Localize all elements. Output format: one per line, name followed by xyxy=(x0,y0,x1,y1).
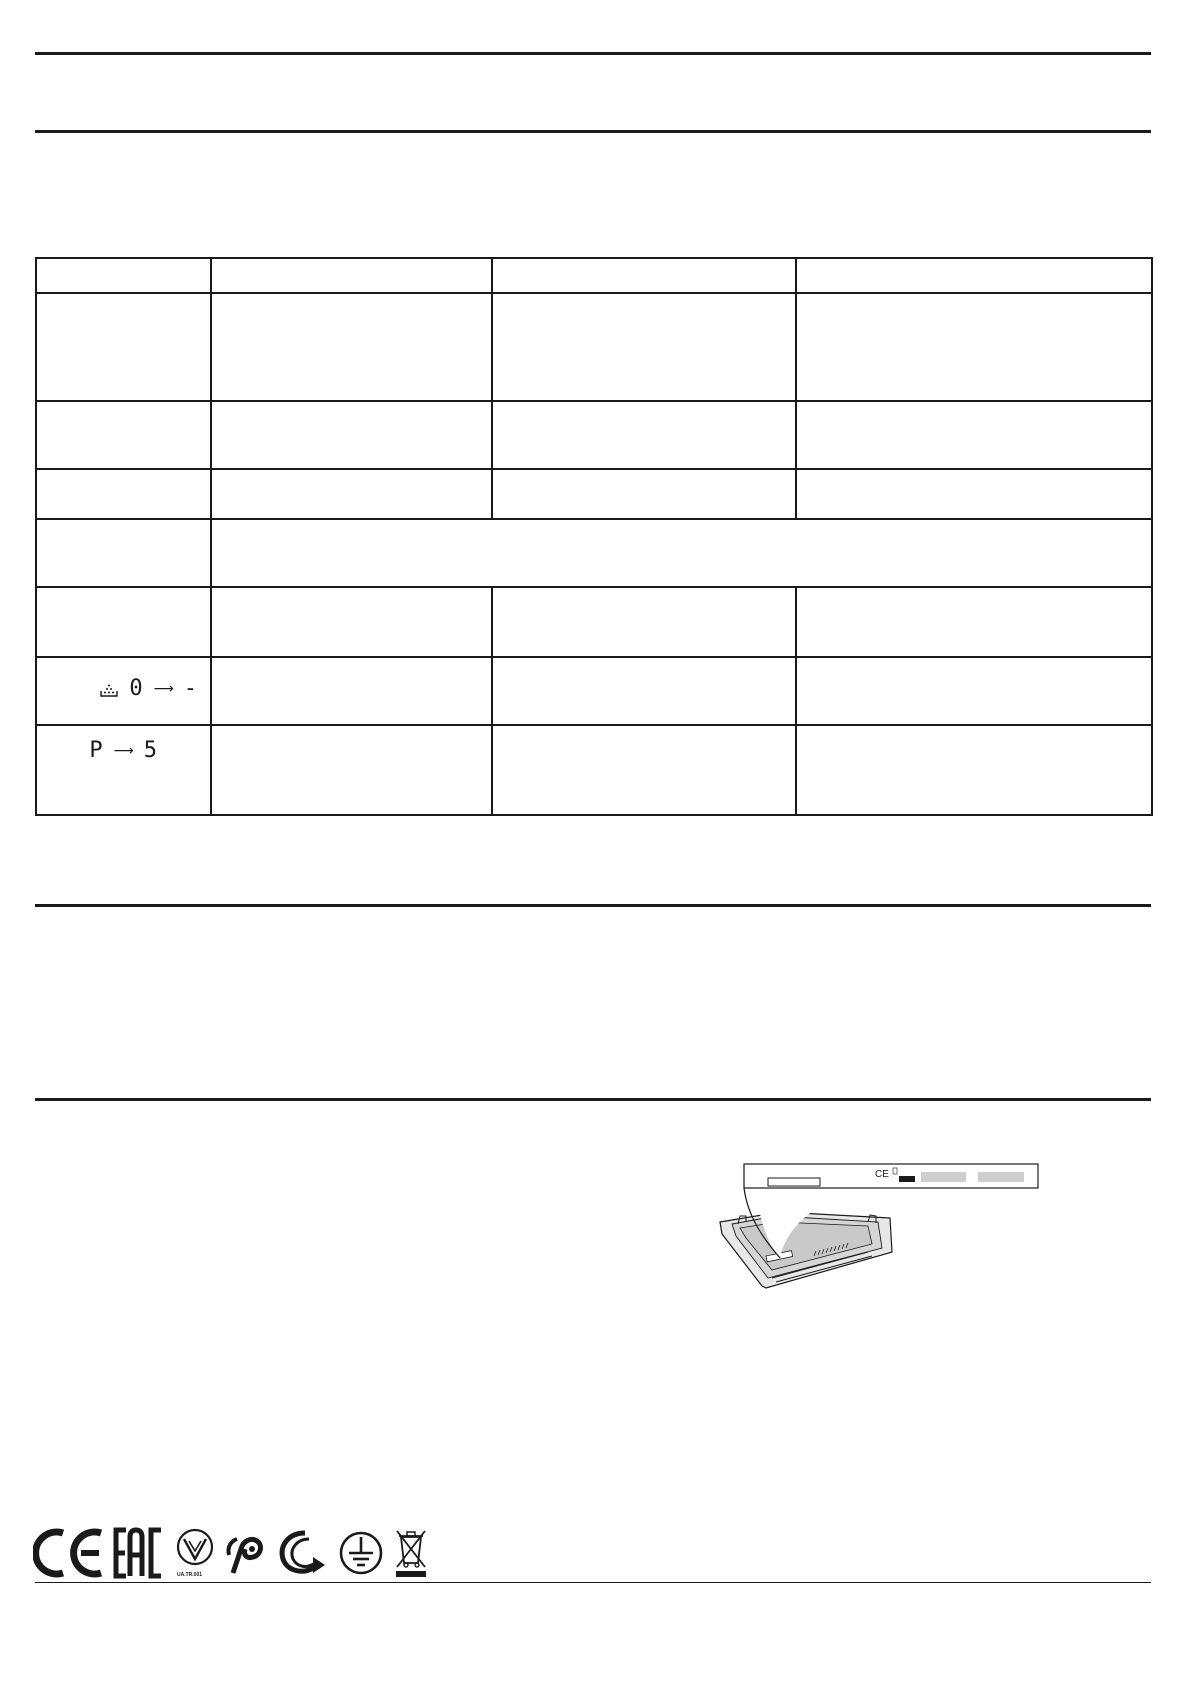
table-cell xyxy=(492,657,796,725)
ce-mark-icon xyxy=(33,1527,105,1579)
table-row xyxy=(36,587,1152,657)
table-merged-cell xyxy=(211,519,1152,587)
salt-icon xyxy=(99,680,119,698)
certification-marks xyxy=(33,1513,453,1579)
table-cell xyxy=(211,401,492,469)
recycle-mark-icon xyxy=(275,1527,329,1579)
specification-table xyxy=(35,257,1153,816)
table-cell xyxy=(492,469,796,519)
table-cell xyxy=(492,725,796,815)
table-cell xyxy=(796,725,1152,815)
display-value-from: 0 xyxy=(129,676,144,701)
top-rule xyxy=(35,52,1151,55)
table-cell xyxy=(211,258,492,293)
table-header-row xyxy=(36,258,1152,293)
table-cell xyxy=(492,401,796,469)
table-cell-salt-display xyxy=(36,657,211,725)
ce-mark-small: CE xyxy=(875,1169,889,1180)
table-row-salt-indicator xyxy=(36,657,1152,725)
table-cell xyxy=(796,401,1152,469)
table-row xyxy=(36,401,1152,469)
table-row xyxy=(36,469,1152,519)
table-cell xyxy=(796,258,1152,293)
table-cell xyxy=(211,657,492,725)
ukraine-conformity-label: UA.TR.001 xyxy=(177,1572,203,1578)
table-cell xyxy=(796,469,1152,519)
table-cell xyxy=(796,657,1152,725)
program-display-readout xyxy=(89,740,158,762)
table-row-program-display xyxy=(36,725,1152,815)
table-row xyxy=(36,519,1152,587)
table-cell xyxy=(211,587,492,657)
ukraine-conformity-icon xyxy=(175,1527,215,1579)
table-cell xyxy=(492,258,796,293)
table-cell xyxy=(211,469,492,519)
eac-mark-icon xyxy=(113,1527,167,1579)
weee-bin-icon xyxy=(393,1527,429,1579)
section-rule-3 xyxy=(35,1098,1151,1101)
table-cell xyxy=(36,401,211,469)
table-cell xyxy=(211,293,492,401)
footer-rule xyxy=(35,1582,1151,1583)
section-rule-2 xyxy=(35,904,1151,907)
table-cell xyxy=(36,293,211,401)
rating-plate-illustration xyxy=(718,1160,1040,1300)
display-value-to: 5 xyxy=(143,738,158,763)
table-cell xyxy=(796,587,1152,657)
table-cell-program-display xyxy=(36,725,211,815)
specification-table-container xyxy=(35,257,1151,814)
table-cell xyxy=(36,258,211,293)
table-cell xyxy=(211,725,492,815)
display-value-to: - xyxy=(183,676,198,701)
rating-plate-drawing xyxy=(718,1160,1040,1300)
certification-mark-icon xyxy=(223,1527,267,1579)
right-arrow-icon: ⟶ xyxy=(113,743,134,759)
earth-ground-icon xyxy=(337,1527,385,1579)
table-cell xyxy=(492,293,796,401)
table-cell xyxy=(36,519,211,587)
table-cell xyxy=(36,469,211,519)
table-row xyxy=(36,293,1152,401)
table-cell xyxy=(492,587,796,657)
section-rule-1 xyxy=(35,130,1151,133)
salt-display-readout xyxy=(99,678,198,700)
display-value-from: P xyxy=(89,738,104,763)
table-cell xyxy=(36,587,211,657)
table-cell xyxy=(796,293,1152,401)
right-arrow-icon: ⟶ xyxy=(153,681,174,697)
